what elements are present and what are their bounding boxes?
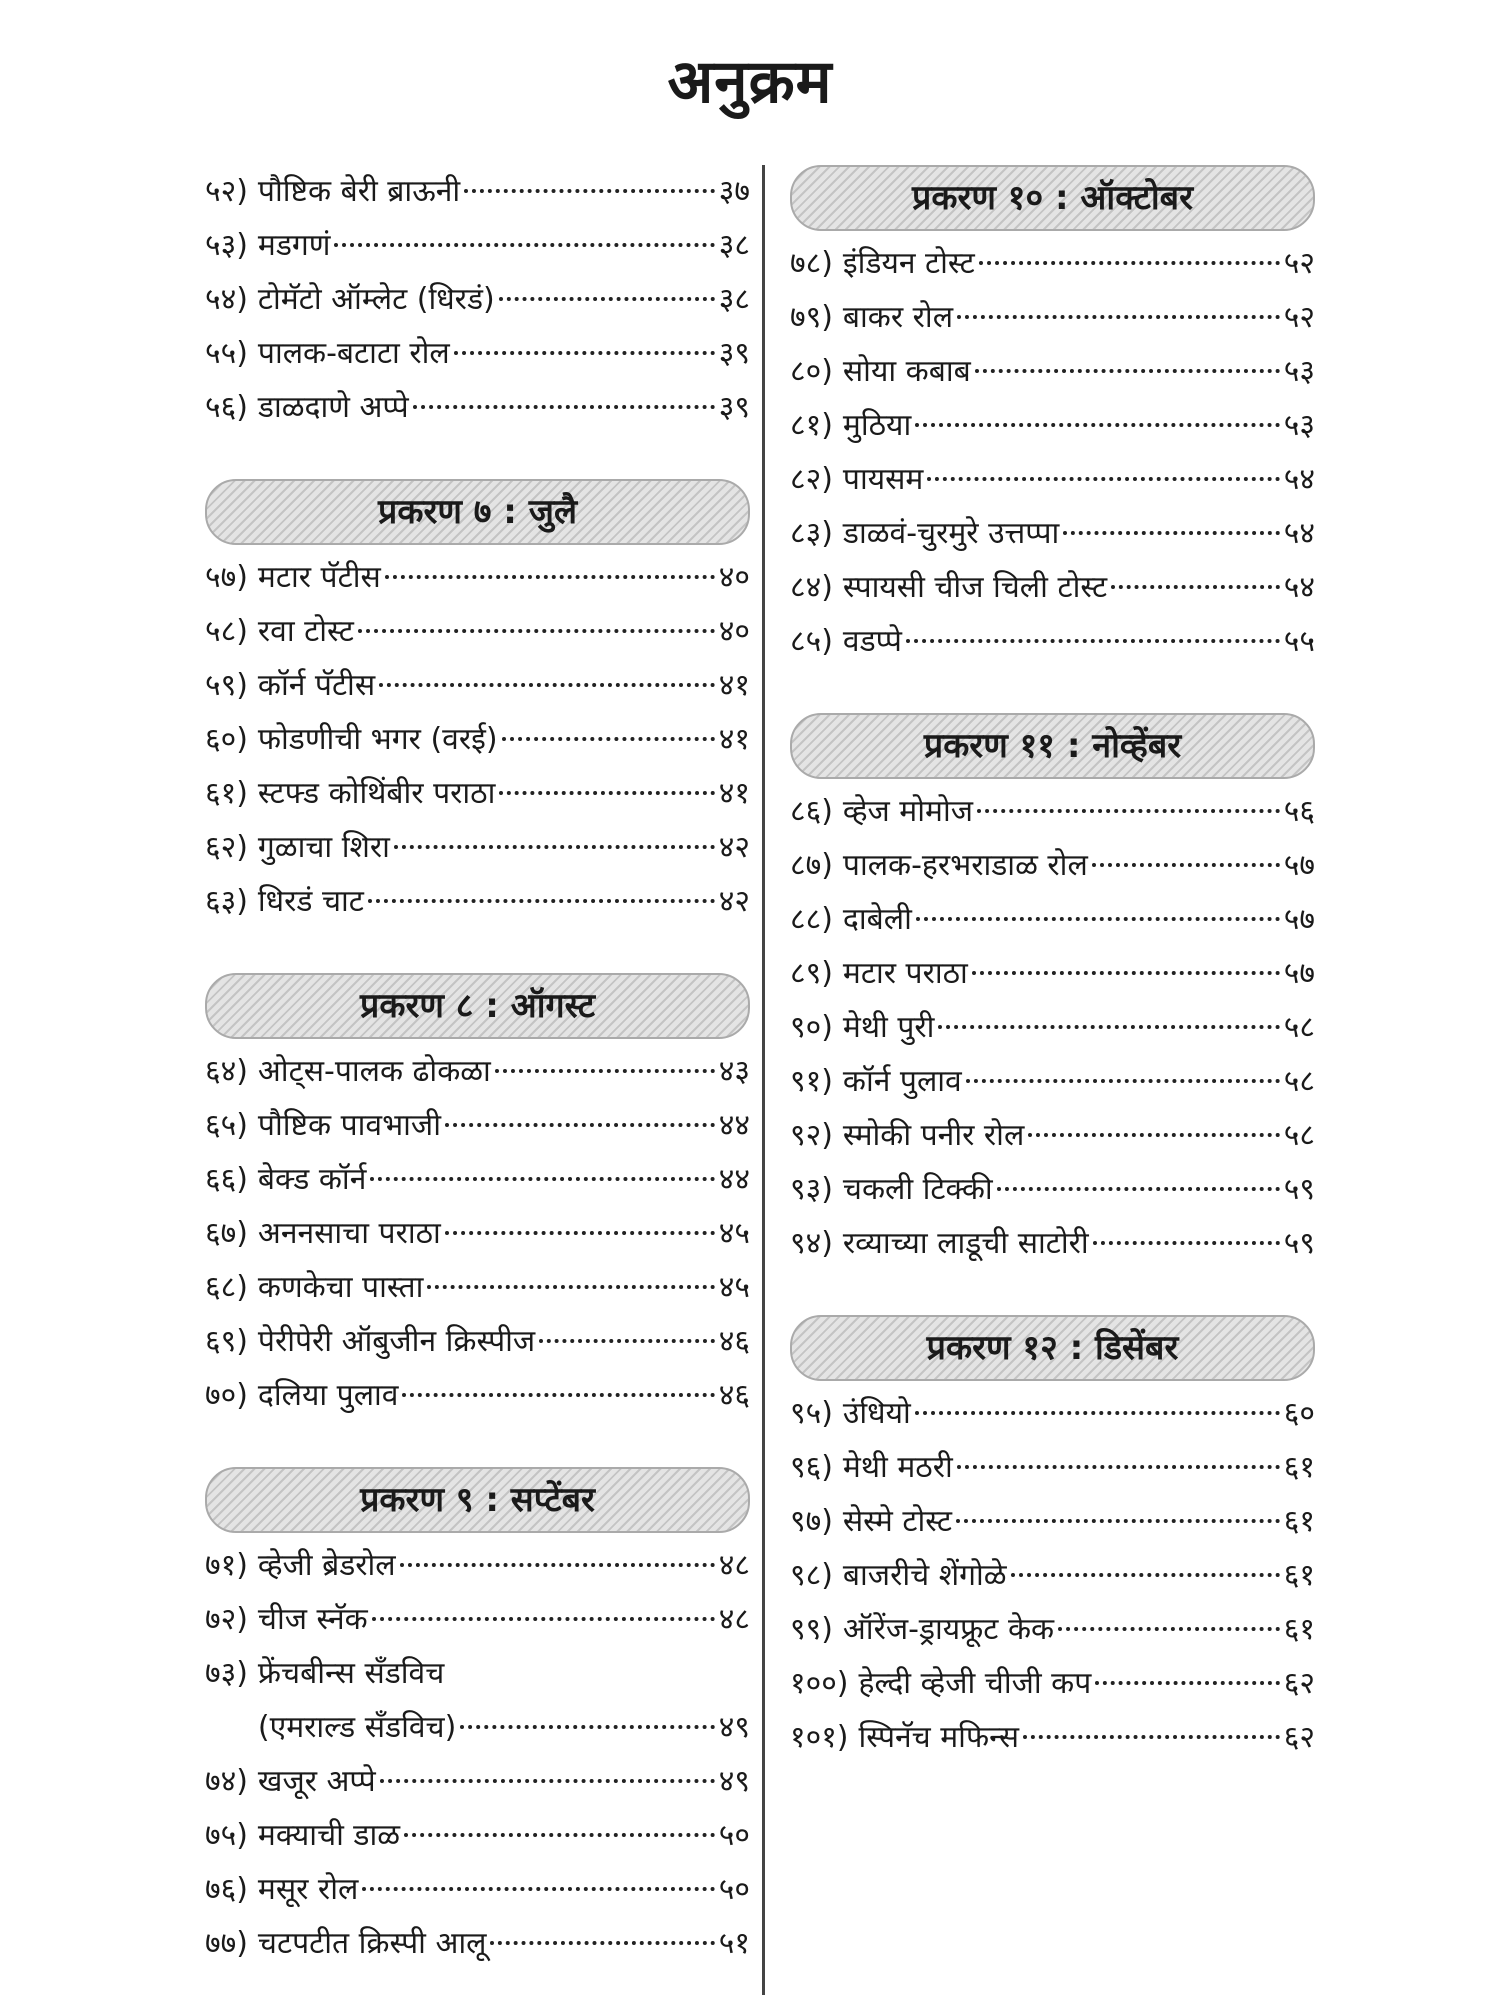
dot-leader	[927, 477, 1279, 481]
dot-leader	[957, 1465, 1280, 1469]
toc-entry[interactable]	[790, 453, 1315, 507]
dot-leader	[370, 1177, 714, 1181]
dot-leader	[402, 1393, 714, 1397]
entry-title: खजूर अप्पे	[257, 1764, 376, 1799]
dot-leader	[362, 1887, 714, 1891]
entry-title: स्टफ्ड कोथिंबीर पराठा	[257, 776, 496, 811]
toc-entry[interactable]	[205, 1099, 750, 1153]
chapter-heading: प्रकरण १० : ऑक्टोबर	[790, 165, 1315, 231]
toc-entry[interactable]	[205, 273, 750, 327]
column-divider	[762, 165, 765, 1995]
entry-number: ८१)	[790, 408, 833, 443]
entry-page-number: ५५	[1283, 624, 1315, 659]
entry-page-number: ५८	[1283, 1010, 1315, 1045]
entry-page-number: ५९	[1283, 1172, 1315, 1207]
dot-leader	[1095, 1681, 1280, 1685]
dot-leader	[404, 1833, 715, 1837]
entry-title: कणकेचा पास्ता	[257, 1270, 424, 1305]
entry-page-number: ५३	[1283, 408, 1315, 443]
entry-title: मडगणं	[257, 228, 331, 263]
entry-page-number: ५१	[718, 1926, 750, 1961]
entry-number: ८९)	[790, 956, 833, 991]
entry-page-number: ३९	[718, 390, 750, 425]
entry-number: ९५)	[790, 1396, 833, 1431]
chapter-heading: प्रकरण ९ : सप्टेंबर	[205, 1467, 750, 1533]
dot-leader	[394, 845, 715, 849]
entry-number: ६२)	[205, 830, 248, 865]
entry-title: चटपटीत क्रिस्पी आलू	[257, 1926, 487, 1961]
toc-entry[interactable]	[205, 1917, 750, 1971]
toc-entry[interactable]	[790, 615, 1315, 669]
entry-title: चकली टिक्की	[842, 1172, 993, 1207]
entry-title: मसूर रोल	[257, 1872, 359, 1907]
toc-entry[interactable]	[790, 1711, 1315, 1765]
dot-leader	[977, 809, 1280, 813]
entry-title: कॉर्न पॅटीस	[257, 668, 376, 703]
entry-number: ५५)	[205, 336, 248, 371]
dot-leader	[915, 1411, 1280, 1415]
chapter-heading: प्रकरण ८ : ऑगस्ट	[205, 973, 750, 1039]
entry-title: वडप्पे	[842, 624, 902, 659]
toc-entry[interactable]	[205, 165, 750, 219]
entry-page-number: ६२	[1283, 1720, 1315, 1755]
dot-leader	[906, 639, 1280, 643]
dot-leader	[1093, 1241, 1280, 1245]
entry-title: मक्याची डाळ	[257, 1818, 401, 1853]
entry-page-number: ४६	[718, 1324, 750, 1359]
entry-number: ७७)	[205, 1926, 248, 1961]
toc-entry[interactable]	[205, 1701, 750, 1755]
toc-entry[interactable]	[205, 1153, 750, 1207]
dot-leader	[915, 423, 1280, 427]
dot-leader	[380, 1779, 715, 1783]
dot-leader	[427, 1285, 714, 1289]
toc-entry[interactable]	[205, 875, 750, 929]
entry-page-number: ४२	[718, 830, 750, 865]
toc-entry[interactable]	[790, 237, 1315, 291]
entry-title: पालक-हरभराडाळ रोल	[842, 848, 1088, 883]
toc-entry[interactable]	[205, 767, 750, 821]
entry-title: मटार पॅटीस	[257, 560, 381, 595]
entry-title: दलिया पुलाव	[257, 1378, 399, 1413]
entry-title: अननसाचा पराठा	[257, 1216, 441, 1251]
entry-number: ६७)	[205, 1216, 248, 1251]
entry-page-number: ४४	[718, 1162, 750, 1197]
dot-leader	[400, 1563, 715, 1567]
toc-entry[interactable]	[790, 1657, 1315, 1711]
entry-page-number: ६०	[1283, 1396, 1315, 1431]
entry-title: मेथी पुरी	[842, 1010, 935, 1045]
entry-page-number: ५७	[1283, 956, 1315, 991]
dot-leader	[956, 1519, 1280, 1523]
entry-page-number: ४८	[718, 1548, 750, 1583]
entry-title: पालक-बटाटा रोल	[257, 336, 450, 371]
entry-number: ६८)	[205, 1270, 248, 1305]
toc-entry[interactable]	[790, 399, 1315, 453]
entry-number: ६९)	[205, 1324, 248, 1359]
left-column	[205, 165, 750, 2015]
entry-page-number: ५०	[718, 1872, 750, 1907]
entry-page-number: ५७	[1283, 902, 1315, 937]
entry-page-number: ६१	[1283, 1558, 1315, 1593]
entry-title: पायसम	[842, 462, 924, 497]
dot-leader	[975, 369, 1280, 373]
entry-title: उंधियो	[842, 1396, 911, 1431]
entry-title: हेल्दी व्हेजी चीजी कप	[858, 1666, 1092, 1701]
dot-leader	[1063, 531, 1279, 535]
toc-entry[interactable]	[205, 1315, 750, 1369]
dot-leader	[372, 1617, 715, 1621]
entry-page-number: ५०	[718, 1818, 750, 1853]
entry-number: ५७)	[205, 560, 248, 595]
entry-number: ५८)	[205, 614, 248, 649]
entry-title: सेस्मे टोस्ट	[842, 1504, 953, 1539]
dot-leader	[358, 629, 715, 633]
entry-number: ७०)	[205, 1378, 248, 1413]
entry-number: ७४)	[205, 1764, 248, 1799]
entry-title: गुळाचा शिरा	[257, 830, 390, 865]
entry-title: व्हेजी ब्रेडरोल	[257, 1548, 396, 1583]
dot-leader	[1092, 863, 1280, 867]
entry-number: ६५)	[205, 1108, 248, 1143]
entry-page-number: ५२	[1283, 246, 1315, 281]
entry-number: ६६)	[205, 1162, 248, 1197]
entry-number: ६३)	[205, 884, 248, 919]
toc-entry[interactable]	[790, 785, 1315, 839]
entry-page-number: ३८	[718, 228, 750, 263]
entry-number: १०१)	[790, 1720, 849, 1755]
entry-title: इंडियन टोस्ट	[842, 246, 975, 281]
entry-title: मटार पराठा	[842, 956, 968, 991]
entry-title: फोडणीची भगर (वरई)	[257, 722, 498, 757]
entry-page-number: ४५	[718, 1216, 750, 1251]
toc-entry[interactable]	[205, 713, 750, 767]
toc-entry[interactable]	[790, 1549, 1315, 1603]
dot-leader	[997, 1187, 1280, 1191]
entry-page-number: ३८	[718, 282, 750, 317]
toc-section	[790, 165, 1315, 669]
dot-leader	[957, 315, 1280, 319]
entry-number: ८६)	[790, 794, 833, 829]
entry-title: पेरीपेरी ऑबुजीन क्रिस्पीज	[257, 1324, 536, 1359]
toc-entry[interactable]	[790, 839, 1315, 893]
toc-entry[interactable]	[790, 1217, 1315, 1271]
toc-entry[interactable]	[790, 291, 1315, 345]
entry-page-number: ६१	[1283, 1504, 1315, 1539]
entry-title: कॉर्न पुलाव	[842, 1064, 962, 1099]
entry-number: ५९)	[205, 668, 248, 703]
entry-page-number: ४४	[718, 1108, 750, 1143]
entry-page-number: ४३	[718, 1054, 750, 1089]
entry-page-number: ५४	[1283, 516, 1315, 551]
entry-number: ८२)	[790, 462, 833, 497]
toc-entry[interactable]	[790, 1441, 1315, 1495]
entry-page-number: ४०	[718, 560, 750, 595]
entry-page-number: ४१	[718, 668, 750, 703]
toc-section	[205, 479, 750, 929]
dot-leader	[979, 261, 1280, 265]
entry-title: बेक्ड कॉर्न	[257, 1162, 367, 1197]
entry-number: १००)	[790, 1666, 849, 1701]
toc-entry[interactable]	[790, 345, 1315, 399]
toc-entry[interactable]	[790, 1055, 1315, 1109]
chapter-heading: प्रकरण ११ : नोव्हेंबर	[790, 713, 1315, 779]
entry-title: ऑरेंज-ड्रायफ्रूट केक	[842, 1612, 1055, 1647]
entry-title: ओट्स-पालक ढोकळा	[257, 1054, 491, 1089]
toc-section	[205, 1467, 750, 1971]
toc-entry[interactable]	[205, 659, 750, 713]
entry-title: पौष्टिक पावभाजी	[257, 1108, 441, 1143]
toc-entry[interactable]	[205, 327, 750, 381]
entry-title: डाळवं-चुरमुरे उत्तप्पा	[842, 516, 1060, 551]
entry-page-number: ४२	[718, 884, 750, 919]
entry-page-number: ५८	[1283, 1064, 1315, 1099]
entry-number: ९९)	[790, 1612, 833, 1647]
entry-number: ७५)	[205, 1818, 248, 1853]
entry-number: ५६)	[205, 390, 248, 425]
entry-title: रवा टोस्ट	[257, 614, 354, 649]
entry-number: ७२)	[205, 1602, 248, 1637]
entry-title: रव्याच्या लाडूची साटोरी	[842, 1226, 1089, 1261]
toc-entry[interactable]	[205, 1207, 750, 1261]
entry-number: ६४)	[205, 1054, 248, 1089]
entry-title: फ्रेंचबीन्स सँडविच	[257, 1656, 445, 1691]
toc-section	[205, 165, 750, 435]
entry-number: ६१)	[205, 776, 248, 811]
entry-page-number: ५६	[1283, 794, 1315, 829]
dot-leader	[368, 899, 715, 903]
dot-leader	[1111, 585, 1280, 589]
entry-page-number: ३९	[718, 336, 750, 371]
toc-entry[interactable]	[205, 1809, 750, 1863]
entry-number: ८०)	[790, 354, 833, 389]
dot-leader	[499, 297, 715, 301]
dot-leader	[499, 791, 714, 795]
chapter-heading: प्रकरण ७ : जुलै	[205, 479, 750, 545]
toc-entry[interactable]	[790, 507, 1315, 561]
toc-entry[interactable]	[790, 1163, 1315, 1217]
dot-leader	[539, 1339, 715, 1343]
entry-number: ८५)	[790, 624, 833, 659]
entry-title: व्हेज मोमोज	[842, 794, 973, 829]
toc-entry[interactable]	[790, 1001, 1315, 1055]
entry-title: (एमराल्ड सँडविच)	[257, 1710, 457, 1745]
entry-number: ५४)	[205, 282, 248, 317]
entry-number: ६०)	[205, 722, 248, 757]
entry-number: ९०)	[790, 1010, 833, 1045]
entry-page-number: ५८	[1283, 1118, 1315, 1153]
dot-leader	[938, 1025, 1279, 1029]
entry-number: ९८)	[790, 1558, 833, 1593]
toc-entry[interactable]	[205, 1369, 750, 1423]
entry-title: चीज स्नॅक	[257, 1602, 368, 1637]
entry-number: ८४)	[790, 570, 833, 605]
toc-entry[interactable]	[790, 947, 1315, 1001]
dot-leader	[1023, 1735, 1280, 1739]
toc-section	[790, 1315, 1315, 1765]
toc-section	[790, 713, 1315, 1271]
entry-number: ९३)	[790, 1172, 833, 1207]
entry-page-number: ६१	[1283, 1612, 1315, 1647]
dot-leader	[1011, 1573, 1280, 1577]
entry-title: मुठिया	[842, 408, 912, 443]
dot-leader	[502, 737, 715, 741]
entry-number: ५३)	[205, 228, 248, 263]
entry-page-number: ४०	[718, 614, 750, 649]
entry-page-number: ४९	[718, 1710, 750, 1745]
entry-title: डाळदाणे अप्पे	[257, 390, 409, 425]
entry-number: ९४)	[790, 1226, 833, 1261]
dot-leader	[916, 917, 1280, 921]
entry-page-number: ५३	[1283, 354, 1315, 389]
entry-number: ७८)	[790, 246, 833, 281]
toc-entry[interactable]	[790, 893, 1315, 947]
dot-leader	[413, 405, 715, 409]
dot-leader	[972, 971, 1280, 975]
entry-page-number: ५७	[1283, 848, 1315, 883]
dot-leader	[1028, 1133, 1280, 1137]
toc-entry[interactable]	[790, 1495, 1315, 1549]
entry-number: ९७)	[790, 1504, 833, 1539]
toc-entry[interactable]	[205, 1261, 750, 1315]
toc-entry[interactable]	[205, 1539, 750, 1593]
dot-leader	[464, 189, 715, 193]
entry-page-number: ५४	[1283, 570, 1315, 605]
dot-leader	[445, 1231, 715, 1235]
toc-entry[interactable]	[205, 1755, 750, 1809]
entry-page-number: ५९	[1283, 1226, 1315, 1261]
toc-entry[interactable]	[790, 561, 1315, 615]
dot-leader	[454, 351, 715, 355]
toc-entry[interactable]	[205, 551, 750, 605]
entry-title: बाजरीचे शेंगोळे	[842, 1558, 1007, 1593]
entry-number: ८८)	[790, 902, 833, 937]
entry-number: ७३)	[205, 1656, 248, 1691]
entry-number: ८७)	[790, 848, 833, 883]
entry-page-number: ६१	[1283, 1450, 1315, 1485]
entry-page-number: ४८	[718, 1602, 750, 1637]
entry-title: स्मोकी पनीर रोल	[842, 1118, 1025, 1153]
entry-number: ९२)	[790, 1118, 833, 1153]
page-title: अनुक्रम	[667, 47, 833, 117]
dot-leader	[1058, 1627, 1280, 1631]
entry-title: मेथी मठरी	[842, 1450, 953, 1485]
entry-title: धिरडं चाट	[257, 884, 364, 919]
dot-leader	[334, 243, 714, 247]
dot-leader	[966, 1079, 1280, 1083]
entry-number: ७६)	[205, 1872, 248, 1907]
entry-page-number: ४१	[718, 776, 750, 811]
entry-title: सोया कबाब	[842, 354, 971, 389]
entry-title: स्पायसी चीज चिली टोस्ट	[842, 570, 1108, 605]
toc-entry[interactable]	[205, 1045, 750, 1099]
entry-number: ९१)	[790, 1064, 833, 1099]
entry-page-number: ४९	[718, 1764, 750, 1799]
right-column	[790, 165, 1315, 1809]
toc-section	[205, 973, 750, 1423]
dot-leader	[445, 1123, 715, 1127]
dot-leader	[379, 683, 715, 687]
entry-page-number: ३७	[718, 174, 750, 209]
dot-leader	[495, 1069, 715, 1073]
entry-number: ८३)	[790, 516, 833, 551]
entry-title: पौष्टिक बेरी ब्राऊनी	[257, 174, 461, 209]
toc-entry[interactable]	[205, 381, 750, 435]
entry-page-number: ६२	[1283, 1666, 1315, 1701]
dot-leader	[385, 575, 715, 579]
toc-entry[interactable]	[205, 219, 750, 273]
toc-entry[interactable]	[790, 1387, 1315, 1441]
toc-entry[interactable]	[205, 1863, 750, 1917]
entry-title: बाकर रोल	[842, 300, 954, 335]
toc-entry[interactable]	[205, 1593, 750, 1647]
chapter-heading: प्रकरण १२ : डिसेंबर	[790, 1315, 1315, 1381]
entry-page-number: ४६	[718, 1378, 750, 1413]
entry-number: ५२)	[205, 174, 248, 209]
dot-leader	[490, 1941, 714, 1945]
entry-number: ७१)	[205, 1548, 248, 1583]
entry-page-number: ५४	[1283, 462, 1315, 497]
entry-title: दाबेली	[842, 902, 912, 937]
entry-page-number: ४५	[718, 1270, 750, 1305]
toc-entry[interactable]	[790, 1109, 1315, 1163]
entry-number: ९६)	[790, 1450, 833, 1485]
toc-entry[interactable]	[205, 1647, 750, 1701]
toc-entry[interactable]	[790, 1603, 1315, 1657]
toc-entry[interactable]	[205, 821, 750, 875]
entry-page-number: ४१	[718, 722, 750, 757]
toc-entry[interactable]	[205, 605, 750, 659]
dot-leader	[460, 1725, 714, 1729]
entry-title: स्पिनॅच मफिन्स	[858, 1720, 1020, 1755]
entry-number: ७९)	[790, 300, 833, 335]
entry-page-number: ५२	[1283, 300, 1315, 335]
entry-title: टोमॅटो ऑम्लेट (धिरडं)	[257, 282, 495, 317]
